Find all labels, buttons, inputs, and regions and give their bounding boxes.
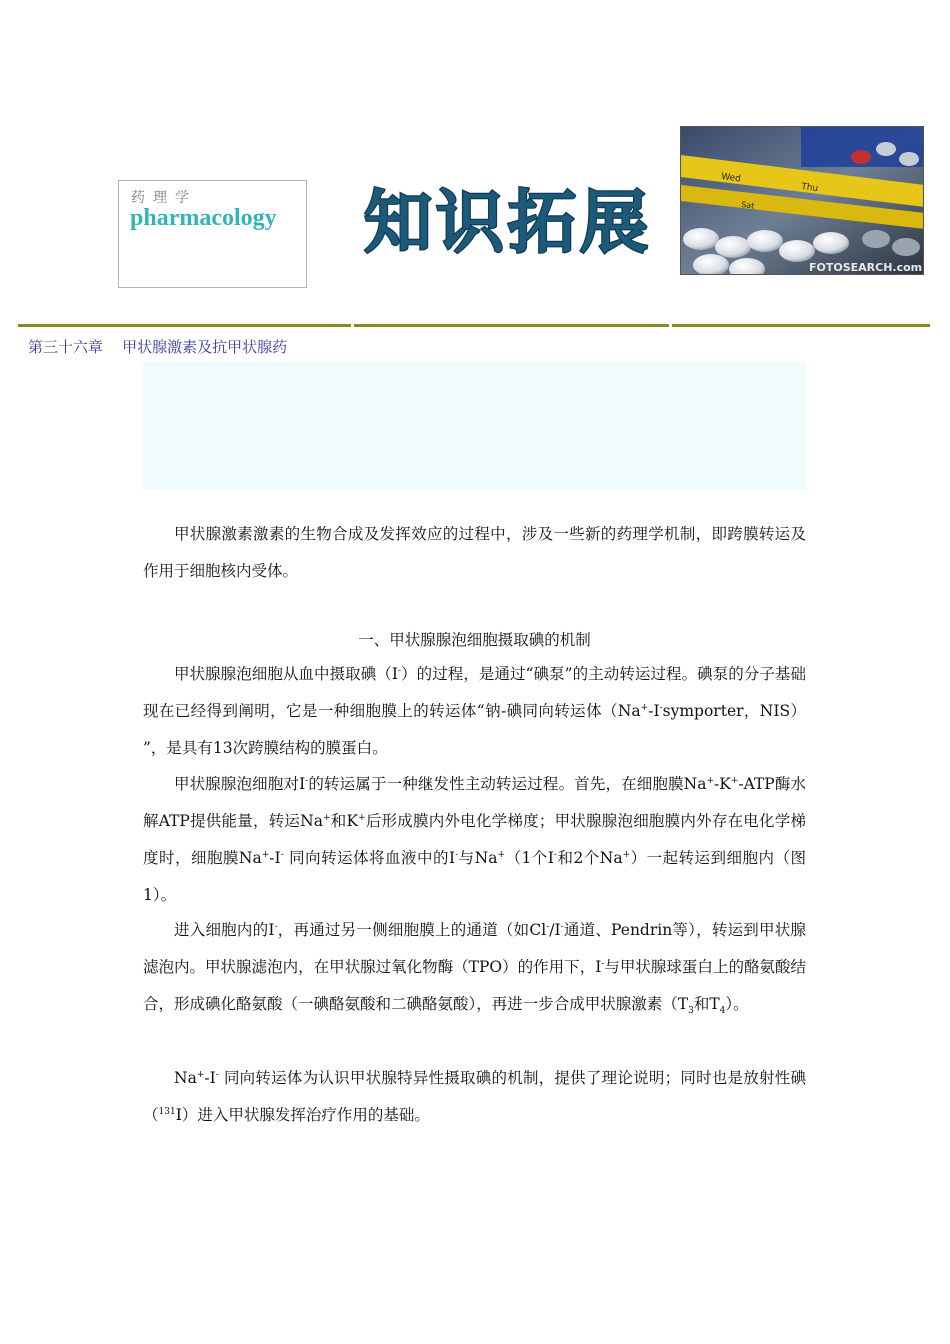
header-rule-right bbox=[672, 324, 930, 327]
p2-sup-5: + bbox=[358, 812, 366, 823]
p3-sup-3: - bbox=[560, 921, 564, 932]
p2-text-j: （1个I bbox=[504, 849, 554, 867]
p3-text-b: ，再通过另一侧细胞膜上的通道（如Cl bbox=[277, 921, 547, 939]
p1-text-a: 甲状腺腺泡细胞从血中摄取碘（I bbox=[174, 665, 398, 683]
p4-text-d: I）进入甲状腺发挥治疗作用的基础。 bbox=[175, 1106, 430, 1124]
p3-text-c: /I bbox=[549, 921, 561, 939]
p2-sup-4: + bbox=[322, 812, 331, 823]
p1-sup-2: + bbox=[640, 702, 649, 713]
p2-sup-7: - bbox=[280, 849, 284, 860]
p2-text-k: 和2个Na bbox=[556, 849, 623, 867]
intro-paragraph bbox=[143, 516, 806, 590]
p2-sup-10: - bbox=[553, 849, 557, 860]
p4-sup-2: - bbox=[215, 1069, 219, 1080]
p2-sup-6: + bbox=[261, 849, 270, 860]
p1-text-b: ）的过程，是通过“碘泵”的主动转运过程。碘泵的分子基础现在已经得到阐明，它是一种细胞膜上的转运体“钠-碘同向转运体（Na bbox=[143, 665, 806, 720]
p2-text-d: -ATP酶水解ATP提供能量，转运Na bbox=[143, 775, 806, 830]
p1-sup-1: - bbox=[397, 665, 402, 676]
tape-label-1: Wed bbox=[720, 172, 742, 185]
photo-watermark: FOTOSEARCH.com bbox=[809, 261, 923, 274]
p2-text-b: 的转运属于一种继发性主动转运过程。首先，在细胞膜Na bbox=[308, 775, 707, 793]
p3-sup-4: - bbox=[601, 958, 605, 969]
p2-text-h: 同向转运体将血液中的I bbox=[283, 849, 456, 867]
p3-text-d: 通道、Pendrin等），转运到甲状腺滤泡内。甲状腺滤泡内，在甲状腺过氧化物酶（TPO）的作用下，I bbox=[143, 921, 806, 976]
p4-sup-1: + bbox=[196, 1069, 205, 1080]
highlight-box bbox=[143, 362, 806, 490]
pills-photo bbox=[680, 126, 924, 275]
p1-text-d: symporter，NIS） ”，是具有13次跨膜结构的膜蛋白。 bbox=[143, 702, 807, 757]
p3-sup-2: - bbox=[546, 921, 550, 932]
tape-label-2: Thu bbox=[800, 182, 819, 195]
p4-sup-3: 131 bbox=[158, 1106, 176, 1117]
p2-text-a: 甲状腺腺泡细胞对I bbox=[174, 775, 306, 793]
pills-photo-illustration bbox=[681, 127, 924, 275]
p3-text-a: 进入细胞内的I bbox=[174, 921, 275, 939]
p3-sub-1: 3 bbox=[688, 1006, 694, 1017]
p3-text-f: 和T bbox=[693, 995, 720, 1013]
p4-text-c: 同向转运体为认识甲状腺特异性摄取碘的机制，提供了理论说明；同时也是放射性碘（ bbox=[143, 1069, 806, 1124]
header-rule-middle bbox=[354, 324, 669, 327]
p2-sup-3: + bbox=[730, 775, 739, 786]
p2-text-e: 和K bbox=[330, 812, 359, 830]
p3-text-g: ）。 bbox=[725, 995, 749, 1013]
p1-text-c: -I bbox=[648, 702, 660, 720]
p2-sup-8: - bbox=[455, 849, 459, 860]
p2-text-l: ）一起转运到细胞内（图1）。 bbox=[143, 849, 806, 904]
p1-sup-3: - bbox=[659, 702, 663, 713]
chapter-title: 甲状腺激素及抗甲状腺药 bbox=[122, 338, 288, 356]
section-heading: 一、甲状腺腺泡细胞摄取碘的机制 bbox=[358, 631, 591, 649]
p3-text-e: 与甲状腺球蛋白上的酪氨酸结合，形成碘化酪氨酸（一碘酪氨酸和二碘酪氨酸），再进一步合成甲状腺激素（T bbox=[143, 958, 806, 1013]
p2-text-c: -K bbox=[714, 775, 731, 793]
chapter-number: 第三十六章 bbox=[28, 338, 104, 356]
header-rule-left bbox=[18, 324, 351, 327]
paragraph-2 bbox=[143, 766, 806, 914]
banner-title bbox=[360, 178, 660, 262]
brand-chinese-label: 药理学 bbox=[131, 190, 197, 206]
tape-label-3: Sat bbox=[740, 200, 755, 211]
brand-english-label: pharmacology bbox=[130, 205, 277, 231]
p2-text-g: -I bbox=[269, 849, 281, 867]
p2-text-i: 与Na bbox=[458, 849, 498, 867]
p2-sup-2: + bbox=[706, 775, 714, 786]
p2-sup-11: + bbox=[622, 849, 631, 860]
paragraph-1 bbox=[143, 656, 806, 767]
intro-text: 甲状腺激素激素的生物合成及发挥效应的过程中，涉及一些新的药理学机制，即跨膜转运及作用于细胞核内受体。 bbox=[143, 525, 806, 580]
p2-sup-1: - bbox=[305, 775, 309, 786]
p2-sup-9: + bbox=[497, 849, 505, 860]
banner-title-text: 知识拓展 bbox=[364, 184, 653, 262]
brand-box bbox=[118, 180, 307, 288]
p3-sup-1: - bbox=[274, 921, 278, 932]
p3-sub-2: 4 bbox=[719, 1006, 726, 1017]
paragraph-4 bbox=[143, 1060, 806, 1134]
p4-text-a: Na bbox=[174, 1069, 197, 1087]
p2-text-f: 后形成膜内外电化学梯度；甲状腺腺泡细胞膜内外存在电化学梯度时，细胞膜Na bbox=[143, 812, 806, 867]
chapter-heading bbox=[28, 336, 287, 357]
paragraph-3 bbox=[143, 912, 806, 1023]
p4-text-b: -I bbox=[204, 1069, 216, 1087]
